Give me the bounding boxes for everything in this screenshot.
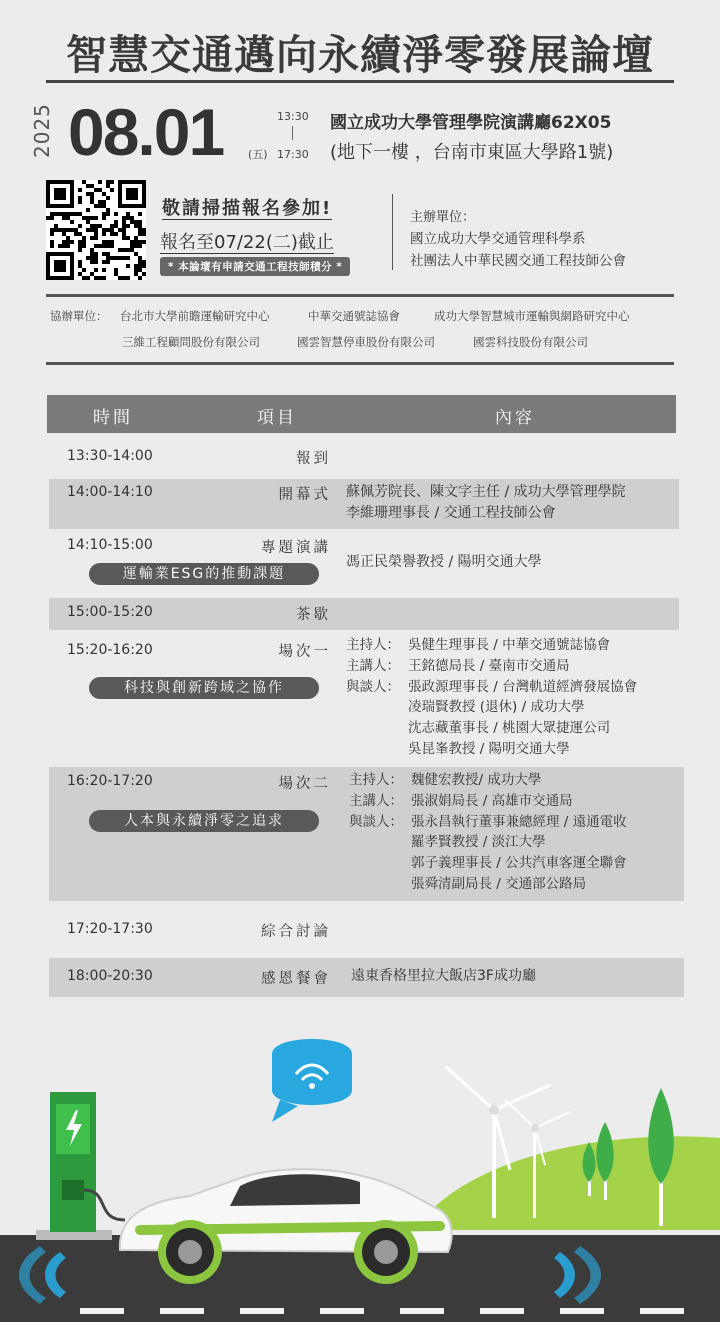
row-item: 開幕式	[278, 487, 331, 503]
co-organizer-item: 三維工程顧問股份有限公司	[122, 335, 260, 349]
row-item: 感恩餐會	[261, 971, 331, 987]
co-organizer-label: 協辦單位：	[50, 309, 108, 323]
event-date: 08.01	[68, 95, 224, 169]
charging-station	[36, 1092, 125, 1240]
speaker: 王銘德局長 / 臺南市交通局	[408, 657, 570, 674]
table-row	[49, 598, 679, 630]
session-topic-pill: 科技與創新跨域之協作	[89, 677, 319, 699]
session-roles: 主持人： 吳健生理事長 / 中華交通號誌協會 主講人： 王銘德局長 / 臺南市交通局 與談人： 張政源理事長 / 台灣軌道經濟發展協會 凌瑞賢教授 (退休) / 成功大學 沈志藏董事長 / 桃園大眾捷運公司 吳昆峯教授 / 陽明交通大學	[346, 637, 638, 757]
row-content: 馮正民榮譽教授 / 陽明交通大學	[346, 554, 542, 570]
event-title: 智慧交通邁向永續淨零發展論壇	[66, 31, 654, 79]
session-topic-pill: 人本與永續淨零之追求	[89, 810, 319, 832]
co-organizer-item: 國雲智慧停車股份有限公司	[297, 335, 435, 349]
event-address: (地下一樓 ，台南市東區大學路1號)	[330, 142, 614, 163]
table-row	[49, 479, 679, 529]
row-time: 16:20-17:20	[67, 773, 153, 789]
event-venue: 國立成功大學管理學院演講廳62X05	[330, 113, 612, 133]
co-organizer-item: 成功大學智慧城市運輸與網路研究中心	[434, 309, 630, 323]
title-divider	[46, 80, 674, 83]
table-row	[49, 634, 684, 762]
event-time-start: 13:30	[277, 110, 309, 123]
ev-illustration	[0, 1030, 720, 1322]
panelist: 羅孝賢教授 / 淡江大學	[411, 834, 546, 851]
row-content: 蘇佩芳院長、陳文字主任 / 成功大學管理學院 李維珊理事長 / 交通工程技師公會	[346, 484, 626, 521]
table-row	[49, 532, 684, 594]
register-cta: 敬請掃描報名參加!	[162, 198, 333, 219]
row-time: 14:10-15:00	[67, 537, 153, 553]
row-time: 13:30-14:00	[67, 448, 153, 464]
panelist: 沈志藏董事長 / 桃園大眾捷運公司	[408, 720, 611, 737]
panelist: 張永昌執行董事兼總經理 / 遠通電收	[411, 813, 627, 830]
row-time: 17:20-17:30	[67, 921, 153, 937]
session-topic-pill: 運輸業ESG的推動課題	[89, 563, 319, 585]
panelist: 吳昆峯教授 / 陽明交通大學	[408, 740, 570, 757]
row-item: 茶歇	[296, 607, 331, 623]
row-time: 15:00-15:20	[67, 604, 153, 620]
panelist: 張舜清副局長 / 交通部公路局	[411, 875, 587, 892]
session-roles: 主持人： 魏健宏教授/ 成功大學 主講人： 張淑娟局長 / 高雄市交通局 與談人： 張永昌執行董事兼總經理 / 遠通電收 羅孝賢教授 / 淡江大學 郭子義理事長 / 公共汽車客運全聯會 張舜清副局長 / 交通部公路局	[349, 772, 627, 892]
credit-note-badge: * 本論壇有申請交通工程技師積分 *	[160, 257, 350, 276]
row-time: 18:00-20:30	[67, 968, 153, 984]
panelist: 郭子義理事長 / 公共汽車客運全聯會	[411, 855, 627, 872]
organizer-item: 社團法人中華民國交通工程技師公會	[410, 253, 626, 269]
co-organizer-item: 中華交通號誌協會	[308, 309, 400, 323]
vertical-divider	[392, 194, 393, 270]
agenda-table-header	[47, 395, 676, 433]
co-organizer-item: 台北市大學前瞻運輸研究中心	[120, 309, 270, 323]
time-separator	[292, 126, 293, 140]
row-item: 場次二	[278, 776, 331, 792]
table-row	[49, 441, 684, 475]
row-item: 場次一	[278, 644, 331, 660]
row-item: 專題演講	[261, 540, 331, 556]
speaker: 張淑娟局長 / 高雄市交通局	[411, 792, 573, 809]
co-organizer-item: 國雲科技股份有限公司	[473, 335, 588, 349]
table-row	[49, 767, 684, 901]
organizer-label: 主辦單位：	[410, 210, 476, 225]
event-time-end: 17:30	[277, 148, 309, 161]
host: 吳健生理事長 / 中華交通號誌協會	[408, 637, 611, 653]
header-time: 時間	[93, 408, 133, 428]
green-hill	[420, 1136, 720, 1230]
header-item: 項目	[257, 408, 297, 428]
host: 魏健宏教授/ 成功大學	[411, 772, 542, 788]
qr-code-icon[interactable]	[46, 180, 146, 280]
register-deadline: 報名至07/22(二)截止	[160, 232, 334, 253]
row-item: 報到	[296, 451, 331, 467]
section-divider	[46, 294, 674, 297]
section-divider	[46, 362, 674, 365]
panelist: 凌瑞賢教授 (退休) / 成功大學	[408, 699, 585, 716]
event-weekday: (五)	[248, 148, 268, 161]
row-item: 綜合討論	[261, 924, 331, 940]
table-row	[49, 912, 684, 948]
panelist: 張政源理事長 / 台灣軌道經濟發展協會	[408, 678, 638, 695]
row-content: 遠東香格里拉大飯店3F成功廳	[351, 968, 536, 984]
wifi-icon	[272, 1039, 352, 1122]
table-row	[49, 958, 684, 997]
event-year: 2025	[30, 103, 54, 158]
row-time: 15:20-16:20	[67, 642, 153, 658]
header-content: 內容	[495, 408, 535, 428]
organizer-item: 國立成功大學交通管理科學系	[410, 231, 586, 247]
row-time: 14:00-14:10	[67, 484, 153, 500]
